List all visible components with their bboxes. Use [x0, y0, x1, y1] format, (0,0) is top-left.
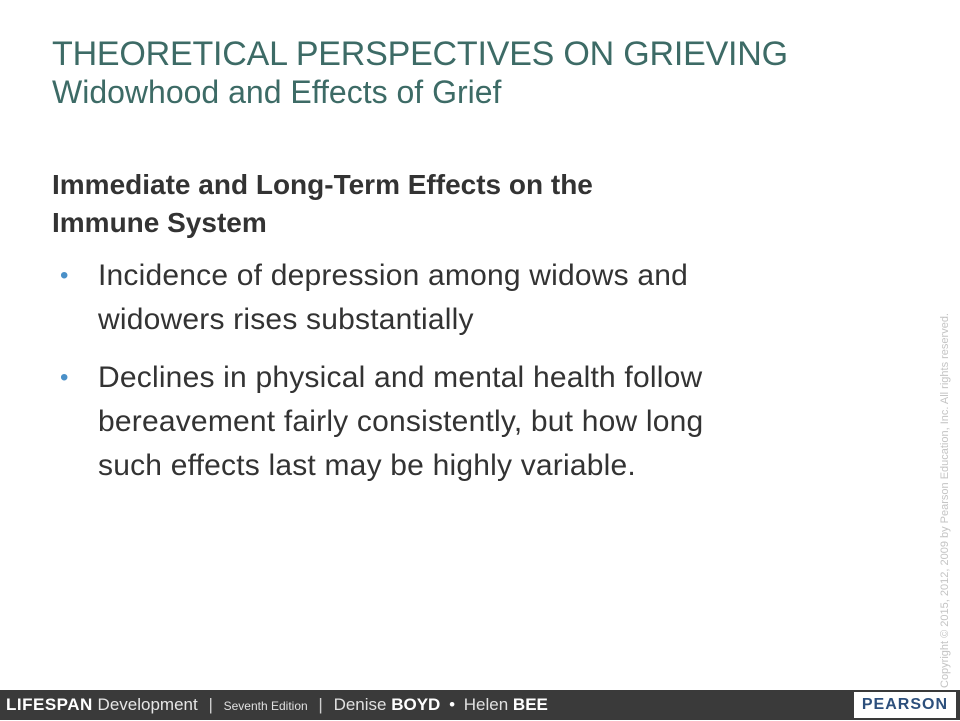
author-last-name: BEE: [512, 695, 548, 714]
title-subtitle: Widowhood and Effects of Grief: [52, 74, 502, 110]
author-first-name: Denise: [333, 695, 387, 714]
author-first-name: Helen: [463, 695, 509, 714]
bullet-text: [98, 254, 882, 342]
divider: |: [318, 695, 323, 714]
copyright-notice: Copyright © 2015, 2012, 2009 by Pearson Education, Inc. All rights reserved.: [939, 313, 951, 688]
bullet-text-line: such effects last may be highly variable.: [98, 449, 636, 482]
slide-title: [52, 36, 912, 110]
bullet-text-line: Incidence of depression among widows and: [98, 259, 689, 292]
book-title-light: Development: [97, 695, 198, 714]
divider: |: [208, 695, 213, 714]
edition-label: Seventh Edition: [223, 699, 308, 713]
bullet-text-line: widowers rises substantially: [98, 303, 474, 336]
bullet-icon: •: [60, 262, 69, 289]
footer-bar: [0, 690, 960, 720]
bullet-text-line: bereavement fairly consistently, but how long: [98, 405, 704, 438]
title-main: THEORETICAL PERSPECTIVES ON GRIEVING: [52, 35, 788, 73]
bullet-item: [52, 254, 882, 342]
section-heading: [52, 166, 882, 242]
book-title-strong: LIFESPAN: [6, 695, 93, 714]
bullet-item: [52, 356, 882, 488]
bullet-text: [98, 356, 882, 488]
author-separator: •: [449, 695, 456, 714]
slide-content: [52, 166, 882, 502]
book-credit: [6, 690, 548, 720]
section-heading-line: Immune System: [52, 207, 267, 238]
section-heading-line: Immediate and Long-Term Effects on the: [52, 169, 593, 200]
bullet-text-line: Declines in physical and mental health follow: [98, 361, 703, 394]
publisher-logo: PEARSON: [854, 692, 956, 718]
bullet-icon: •: [60, 364, 69, 391]
author-last-name: BOYD: [391, 695, 441, 714]
bullet-list: [52, 254, 882, 488]
